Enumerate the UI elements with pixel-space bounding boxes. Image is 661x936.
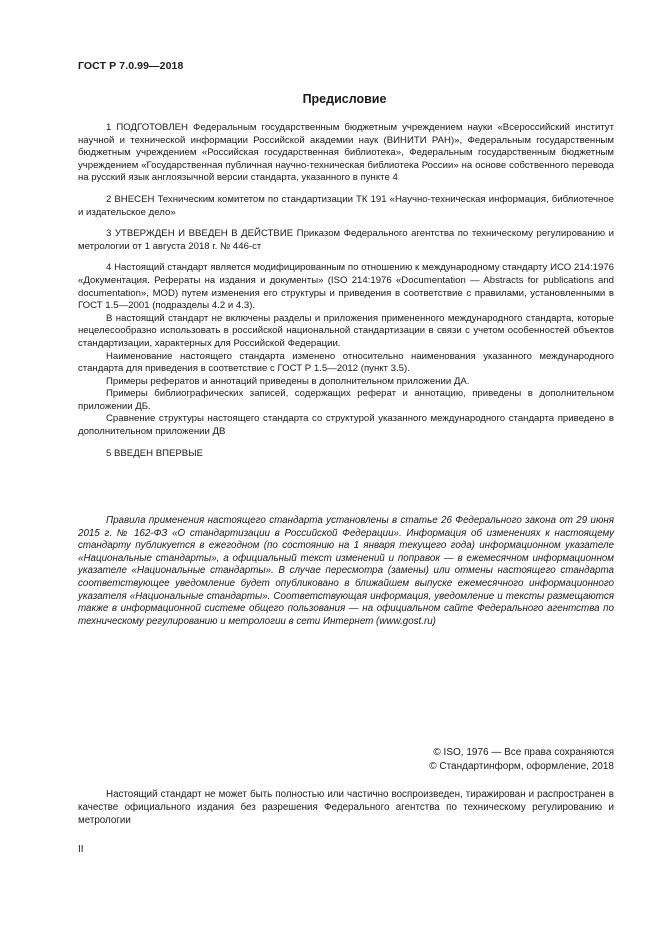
section-1 — [78, 122, 614, 185]
paragraph: 4 Настоящий стандарт является модифицированным по отношению к международному стандарту ИСО 214:1976 «Документация. Рефераты на издания и документы» (ISO 214:1976 «Documentation — Abstracts for publications and documentation», MOD) путем изменения его структуры и приведения в соответствие с правилами, установленными в ГОСТ 1.5—2001 (подразделы 4.2 и 4.3). — [78, 262, 614, 312]
copyright-standartinform: © Стандартинформ, оформление, 2018 — [429, 761, 614, 772]
section-2 — [78, 194, 614, 219]
paragraph: В настоящий стандарт не включены разделы и приложения примененного международного стандарта, которые нецелесообразно использовать в российской национальной стандартизации в связи с учетом особенностей объектов стандартизации, характерных для Российской Федерации. — [78, 312, 614, 349]
paragraph: 2 ВНЕСЕН Техническим комитетом по стандартизации ТК 191 «Научно-техническая информация, библиотечное и издательское дело» — [78, 193, 614, 218]
paragraph: Примеры библиографических записей, содержащих реферат и аннотацию, приведены в дополнительном приложении ДБ. — [78, 388, 614, 412]
notice-text: Правила применения настоящего стандарта установлены в статье 26 Федерального закона от 29 июня 2015 г. № 162-ФЗ «О стандартизации в Российской Федерации». Информация об изменениях к настоящему стандарту публикуется в ежегодном (по состоянию на 1 января текущего года) информационном указателе «Национальные стандарты», а официальный текст изменений и поправок — в ежемесячном информационном указателе «Национальные стандарты». В случае пересмотра (замены) или отмены настоящего стандарта соответствующее уведомление будет опубликовано в ближайшем выпуске ежемесячного информационного указателя «Национальные стандарты». Соответствующая информация, уведомление и тексты размещаются также в информационной системе общего пользования — на официальном сайте Федерального агентства по техническому регулированию и метрологии в сети Интернет (www.gost.ru) — [78, 515, 614, 627]
paragraph: 3 УТВЕРЖДЕН И ВВЕДЕН В ДЕЙСТВИЕ Приказом Федерального агентства по техническому регулированию и метрологии от 1 августа 2018 г. № 446-ст — [78, 228, 614, 252]
reproduction-text: Настоящий стандарт не может быть полностью или частично воспроизведен, тиражирован и распространен в качестве официального издания без разрешения Федерального агентства по техническому регулированию и метрологии — [78, 789, 614, 826]
section-4 — [78, 262, 614, 438]
section-3 — [78, 228, 614, 253]
reproduction-notice — [78, 788, 614, 827]
paragraph: 5 ВВЕДЕН ВПЕРВЫЕ — [106, 447, 204, 459]
copyright-iso: © ISO, 1976 — Все права сохраняются — [433, 747, 614, 758]
legal-notice — [78, 515, 614, 628]
section-5 — [78, 448, 614, 461]
paragraph: Примеры рефератов и аннотаций приведены в дополнительном приложении ДА. — [106, 375, 470, 387]
foreword-content — [78, 122, 614, 460]
paragraph: 1 ПОДГОТОВЛЕН Федеральным государственным бюджетным учреждением науки «Всероссийский институт научной и технической информации Российской академии наук (ВИНИТИ РАН)», Федеральным государственным бюджетным учреждением «Российская государственная библиотека», Федеральным государственным бюджетным учреждением «Государственная публичная научно-техническая библиотека России» на основе собственного перевода на русский язык англоязычной версии стандарта, указанного в пункте 4 — [78, 122, 614, 184]
copyright-block — [429, 746, 614, 774]
page-number: II — [78, 844, 84, 855]
paragraph: Сравнение структуры настоящего стандарта со структурой указанного международного стандарта приведено в дополнительном приложении ДВ — [78, 413, 614, 438]
standard-code: ГОСТ Р 7.0.99—2018 — [78, 60, 184, 72]
paragraph: Наименование настоящего стандарта изменено относительно наименования указанного международного стандарта для приведения в соответствие с ГОСТ Р 1.5—2012 (пункт 3.5). — [78, 350, 614, 375]
page-title: Предисловие — [302, 92, 387, 106]
